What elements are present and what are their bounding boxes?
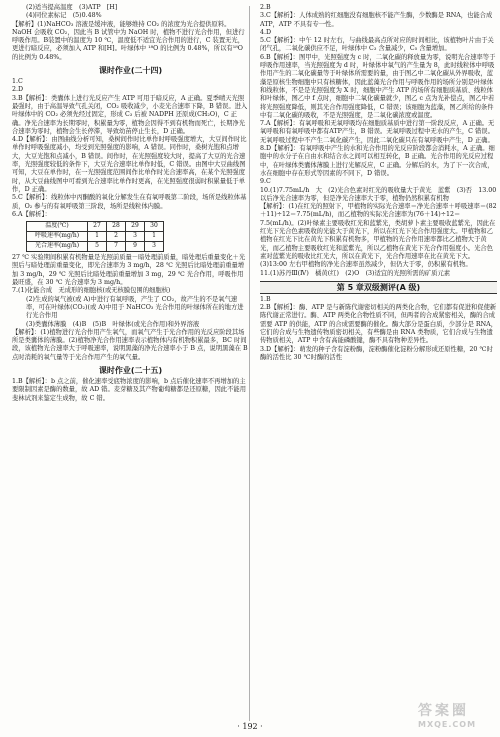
table-cell: 1: [88, 232, 107, 242]
row-header-cell: 呼吸速率(mg/h): [27, 232, 88, 242]
right-column: [260, 4, 497, 362]
column-divider: [249, 6, 250, 721]
answer-paragraph: 4.D【解析】：由图曲线分析可知，桑树间作时比单作时呼吸强度增大，大豆间作时比单作时呼吸强度减小，均受到光照强度的影响，A 错误。同作时，桑树光饱和点增大，大豆光饱和点减小，B 错误。间作时，在光照强度较大时，提高了大豆的光合速率，光照强度较低的条件下，大豆光合速率比单作时低，C 错误。由图中大豆曲线图可知，大豆在单作时，在一光照强度范围间作比单作时光合速率高，在某个光照强度时，从大豆曲线图中可看到光合速率比单作时更高，在光照强度很弱时积累量低于单作，D 正确。: [12, 136, 247, 193]
page-number: · 192 ·: [237, 722, 263, 731]
answer-paragraph: 10.(1)7.75mL/h 大 (2)光合色素对红光的吸收量大于黄光 蓝紫 (3)否 13.00 以后净光合速率为零，但是净光合速率大于零，植物仍然积累有机物: [260, 186, 497, 202]
section-heading: 课时作业(二十五): [98, 365, 163, 375]
table-cell: 3: [126, 232, 145, 242]
answer-paragraph: 【解析】：(1)在红光的照射下，甲植物的实际光合速率＝净光合速率＋呼吸速率＝(82＋11)÷12＝7.75(mL/h)，而乙植物的实际光合速率为(76＋14)÷12＝7.5(mL/h)。(2)叶绿素主要吸收红光和蓝紫光，类胡萝卜素主要吸收蓝紫光，因此在红光下光合色素吸收的光能大于黄光下，所以在红光下光合作用强度大。甲植物和乙植物在红光下比在黄光下积累有机物多，甲植物的光合作用速率都比乙植物大于黄光，而乙植物主要吸收红光和蓝紫光，所以乙植物在黄光下光合作用强度小。光合色素对蓝紫光的吸收比红光大，所以在黄光下，光合作用速率在比在黄光下大。(3)13:00 左右甲植物的净光合速率虽然减少，但仍大于零，仍积累有机物。: [260, 203, 497, 269]
answer-paragraph: 11.(1)苏丹Ⅲ(Ⅳ) 橘黄(红) (2)O (3)适宜的光照所需的矿质元素: [260, 269, 451, 277]
table-row: [27, 222, 164, 232]
table-row: [27, 232, 164, 242]
answer-paragraph: 2.B: [260, 4, 271, 11]
answer-paragraph: 5.C【解析】：线粒体中丙酮酸的氧化分解发生在有氧呼吸第二阶段，场所是线粒体基质，O₂ 参与的有氧呼吸第三阶段，场所是线粒体内膜。: [12, 194, 247, 210]
table-cell: 30: [145, 222, 164, 232]
answer-paragraph: 3.D【解析】：萌发的种子含有淀粉酶，淀粉酶催化淀粉分解形成还原性糖，20 ℃时酶的活性比 30 ℃时酶的活性: [260, 345, 493, 361]
table-cell: 1: [145, 232, 164, 242]
table-cell: 28: [107, 222, 126, 232]
answer-paragraph: 3.B【解析】：类囊体上进行光反应产生 ATP 可用于暗反应，A 正确。夏季晴天光照最强时，由于高温导致气孔关闭，CO₂ 吸收减少，小麦光合速率下降，B 错误。进入叶绿体中的 CO₂ 必须先经过固定，形成 C₃ 后被 NADPH 还原成(CH₂O)，C 正确。净光合速率为长期零时，积累量为零，植物会因得不到有机物而死亡，长期净光合速率为零时，植物会生长停滞，导致幼苗停止生长，D 正确。: [12, 94, 248, 135]
answer-paragraph: 6.B【解析】：图甲中，光照强度为 c 时，二氧化碳的释放量为零，说明光合速率等于呼吸作用速率，当光照强度为 d 时，叶绿体中氧气的产生量为 8，此时线粒体中呼吸作用产生的二氧化碳量等于叶绿体所需要的量，由于图乙中二氧化碳从外界吸收，蓝藻是原核生物细胞中只有核糖体，因此蓝藻光合作用与呼吸作用的场所分别是叶绿体和线粒体，不是是光照强度为 X 时，细胞中产生 ATP 的场所有细胞质基质、线粒体和叶绿体，图乙中 f 点时，细胞中二氧化碳量就少，图乙 c 点为光补偿点，图乙中若将光照强度降低，则其光合作用强度降低，C 错误；该细胞为蓝藻，图乙所给的条件中有二氧化碳的吸收，不是光照强度，是二氧化碳浓度或温度。: [260, 53, 496, 119]
answer-paragraph: 2.B【解析】：酶、ATP 是与新陈代谢密切相关的两类化合物，它们都有促进和促使新陈代谢正常进行。酶、ATP 两类化合物性质不同，但两者的合成紧密相关，酶的合成需要 ATP 的供能，ATP 的合成需要酶的催化。酶大部分是蛋白质，少部分是 RNA，它们的合成与生物遗传物质密切相关，有些酶是由 RNA 类物质，它们合成与生物遗传物质相关，ATP 中含有高能磷酸键，酶不具有物种差异性。: [260, 304, 497, 345]
answer-paragraph: (2)适当提高温度 (3)ATP [H]: [26, 4, 118, 11]
section-heading: 第 5 章双级测评(A 级): [260, 281, 497, 294]
answer-paragraph: 【解析】(1)NaHCO₃ 溶液是缓冲液，能够维持 CO₂ 的浓度为光合提供原料。NaOH 会吸收 CO₂，因此当 B 试管中为 NaOH 时，植物不进行光合作用，但进行呼吸作用。B装置中的温度为 10 ℃，温度低不适宜光合作用的进行，C 装置无光，更进行暗反应，必须加入 ATP 和[H]。叶绿体中 ¹⁸O 的比例为 0.48%，所以有¹⁸O 的比例为 0.48%。: [12, 20, 245, 61]
left-column: [12, 4, 249, 403]
table-cell: 2: [107, 232, 126, 242]
table-cell: 9: [126, 242, 145, 252]
data-table: [26, 221, 164, 252]
answer-paragraph: 1.B: [260, 295, 271, 303]
answer-paragraph: 4.D: [260, 28, 272, 36]
answer-paragraph: 8.D【解析】：有氧呼吸中产生的水和光合作用的光反应阶段都会消耗水，A 正确。细胞中的水分子在自由水和结合水之间可以相互转化，B 正确。光合作用的光反应过程中，在叶绿体类囊体薄膜上进行光解反应，C 正确。分解后的水，为了下一次合成，水在细胞中存在形式等因素的不同下，D 错误。: [260, 145, 495, 177]
answer-paragraph: (2)生成的氧气被(或 A)中进行有氧呼吸，产生了 CO₂，故产生的不是氧气速率，可在叶绿体(CO₂)(或 A)中用于 NaHCO₃ 光合作用的叶绿体所在的地方进行光合作用: [26, 295, 244, 320]
answer-paragraph: 9.C: [260, 178, 271, 186]
answer-paragraph: 27 ℃ 实验期间积累有机物量是光照前质量－暗处理前质量，暗处理后重量变化＋光照后与暗处理前重量变化，即光合速率为 3 mg/h，28 ℃ 光照后比暗处理前重量增加 3 mg/h，29 ℃ 光照后比暗处理前重量增加 3 mg，29 ℃ 光合作用，呼吸作用最旺盛，在 30 ℃ 光合速率为 3 mg/h。: [12, 254, 246, 287]
answer-paragraph: 1.C: [12, 78, 23, 86]
table-cell: 27: [88, 222, 107, 232]
watermark-url: MXQE.COM: [418, 720, 477, 729]
table-row: [27, 242, 164, 252]
table-cell: 5: [88, 242, 107, 252]
table-cell: 7: [107, 242, 126, 252]
answer-paragraph: 2.D: [12, 86, 24, 94]
answer-paragraph: (3)类囊体薄膜 (4)B (5)B 叶绿体(或光合作用)和外界溶液: [26, 320, 200, 328]
table-cell: 29: [126, 222, 145, 232]
row-header-cell: 温度(℃): [27, 222, 88, 232]
section-heading: 课时作业(二十四): [98, 66, 163, 76]
site-watermark: [418, 703, 496, 735]
table-cell: 3: [145, 242, 164, 252]
answer-paragraph: 7.A【解析】：有氧呼吸和无氧呼吸均在细胞质基质中进行第一阶段反应，A 正确。无氧呼吸和有氧呼吸中都有ATP产生，B 错误。无氧呼吸过程中无水的产生，C 错误。无氧呼吸过程中不产生二氧化碳产生，因此二氧化碳只在有氧呼吸中产生，D 正确。: [260, 120, 495, 144]
watermark-logo-text: 答案圈: [418, 703, 469, 719]
answer-paragraph: 6.A【解析】：: [12, 210, 51, 218]
answer-paragraph: 1.B【解析】：b 点之前，催化速率受底物浓度的影响，b 点后催化速率不再增加的主要限制因素是酶的数量，故 AD 错。麦芽糖及其产物葡萄糖都是还原糖，因此不能用斐林试剂来鉴定生成物，故 C 错。: [12, 377, 246, 402]
answer-paragraph: (4)同位素标记 (5)0.48%: [26, 12, 102, 20]
row-header-cell: 光合速率(mg/h): [27, 242, 88, 252]
answer-paragraph: 【解析】：(1)植物进行光合作用产生氧气，而氧气产生于光合作用的光反应阶段其场所是类囊体的薄膜。(2)植物净光合作用速率表示植物体内有机物积累最多，BC 时间段，该植物光合速率大于呼吸速率，说明黑藻的净光合速率小于 B 点，说明黑藻在 B 点时消耗的氧气量等于光合作用产生的氧气量。: [12, 328, 248, 361]
answer-paragraph: 3.C【解析】：人体成熟的红细胞没有细胞核不能产生酶，少数酶是 RNA，也能合成 ATP，ATP 不具有专一性。: [260, 12, 493, 28]
answer-paragraph: 7.(1)化能合成 无成形的细胞核(或无核膜包围的细胞核): [12, 287, 171, 295]
answer-paragraph: 5.C【解析】：中午 12 时左右，与曲线最高点所对应的时间相比，该植物叶片由于关闭气孔，二氧化碳供应不足，叶绿体中 C₃ 含量减少，C₅ 含量增加。: [260, 37, 494, 53]
